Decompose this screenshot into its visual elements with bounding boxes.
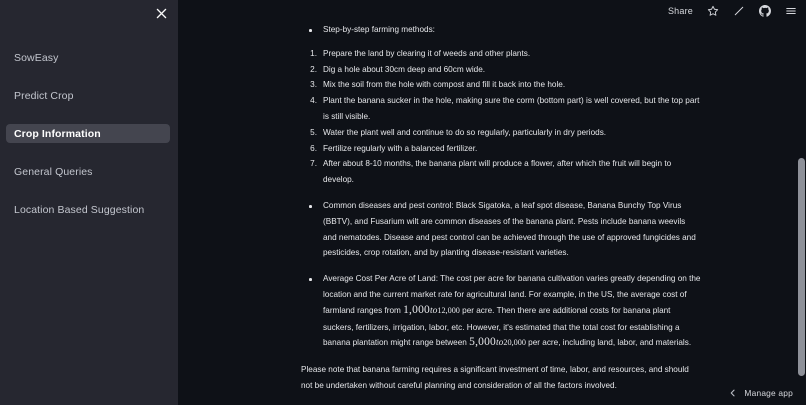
spacer	[301, 261, 701, 271]
pencil-edit-icon[interactable]	[732, 5, 745, 18]
list-item	[301, 198, 701, 261]
math-to-2: to	[496, 338, 504, 349]
sidebar-item-label: SowEasy	[14, 51, 59, 64]
math-amount-high-2: 20,000	[503, 338, 526, 348]
math-amount-low-1: 1,000	[403, 303, 430, 316]
sidebar-item-crop-information[interactable]	[6, 124, 170, 143]
step-text: After about 8-10 months, the banana plant will produce a flower, after which the fruit will begin to develop.	[323, 159, 672, 185]
vertical-scrollbar[interactable]	[797, 0, 806, 405]
list-item	[301, 271, 701, 352]
sidebar-item-predict-crop[interactable]	[6, 86, 170, 105]
manage-app-button[interactable]	[724, 384, 798, 401]
github-icon[interactable]	[758, 5, 771, 18]
sidebar-item-label: Location Based Suggestion	[14, 203, 145, 216]
sidebar-item-soweasy[interactable]	[6, 48, 170, 67]
list-item	[301, 22, 701, 38]
intro-bullet-text: Step-by-step farming methods:	[323, 25, 435, 34]
chevron-left-icon	[729, 389, 737, 397]
sidebar-nav	[0, 48, 178, 219]
list-item	[301, 46, 701, 62]
sidebar-item-location-based-suggestion[interactable]	[6, 200, 170, 219]
math-to-1: to	[429, 305, 438, 316]
top-toolbar	[668, 0, 797, 22]
sidebar-item-label: General Queries	[14, 165, 93, 178]
sidebar	[0, 0, 178, 405]
list-item	[301, 156, 701, 188]
spacer	[301, 352, 701, 362]
list-item	[301, 125, 701, 141]
nav-spacer	[0, 143, 178, 162]
step-text: Mix the soil from the hole with compost and fill it back into the hole.	[323, 80, 566, 90]
list-item	[301, 62, 701, 78]
article-content	[301, 22, 701, 394]
cost-text-part1: Average Cost Per Acre of Land: The cost per acre for banana cultivation varies greatly depending on the location and the current market rate for agricultural land. For example, in the US, the average cost of farmland ranges from	[323, 274, 701, 315]
step-text: Prepare the land by clearing it of weeds and other plants.	[323, 48, 531, 58]
steps-ordered-list	[301, 46, 701, 188]
cost-text-part2: per acre. Then there are additional costs for banana plant suckers, fertilizers, irrigation, labor, etc. However, it's estimated that the total cost for establishing a banana plantation might range between	[323, 305, 680, 348]
nav-spacer	[0, 105, 178, 124]
manage-app-label: Manage app	[744, 387, 793, 398]
cost-text-part3: per acre, including land, labor, and materials.	[525, 338, 692, 348]
list-item	[301, 93, 701, 125]
disease-bullet-text: Common diseases and pest control: Black Sigatoka, a leaf spot disease, Banana Bunchy Top Virus (BBTV), and Fusarium wilt are common diseases of the banana plant. Pests include banana weevils and nematodes. Disease and pest control can be achieved through the use of approved fungicides and pesticides, crop rotation, and by planting disease-resistant varieties.	[323, 200, 696, 258]
step-text: Plant the banana sucker in the hole, making sure the corm (bottom part) is well covered, but the top part is still visible.	[323, 96, 700, 121]
spacer	[301, 188, 701, 198]
step-text: Dig a hole about 30cm deep and 60cm wide.	[323, 64, 486, 74]
main-area	[178, 0, 806, 405]
star-icon[interactable]	[706, 5, 719, 18]
step-text: Fertilize regularly with a balanced fertilizer.	[323, 143, 478, 153]
intro-bullet-list	[301, 22, 701, 38]
closing-paragraph: Please note that banana farming requires a significant investment of time, labor, and resources, and should not be undertaken without careful planning and consideration of all the factors involved.	[301, 365, 689, 390]
spacer	[301, 38, 701, 46]
cost-bullet-list	[301, 271, 701, 352]
share-button[interactable]: Share	[667, 6, 693, 16]
nav-spacer	[0, 67, 178, 86]
close-icon[interactable]	[152, 4, 170, 22]
sidebar-item-label: Predict Crop	[14, 89, 74, 102]
math-amount-low-2: 5,000	[469, 336, 496, 349]
sidebar-item-general-queries[interactable]	[6, 162, 170, 181]
scrollbar-thumb[interactable]	[798, 158, 805, 376]
hamburger-menu-icon[interactable]	[784, 5, 797, 18]
disease-bullet-list	[301, 198, 701, 261]
list-item	[301, 141, 701, 157]
step-text: Water the plant well and continue to do so regularly, particularly in dry periods.	[323, 127, 607, 137]
list-item	[301, 77, 701, 93]
math-amount-high-1: 12,000	[437, 305, 460, 315]
sidebar-item-label: Crop Information	[14, 127, 101, 140]
nav-spacer	[0, 181, 178, 200]
